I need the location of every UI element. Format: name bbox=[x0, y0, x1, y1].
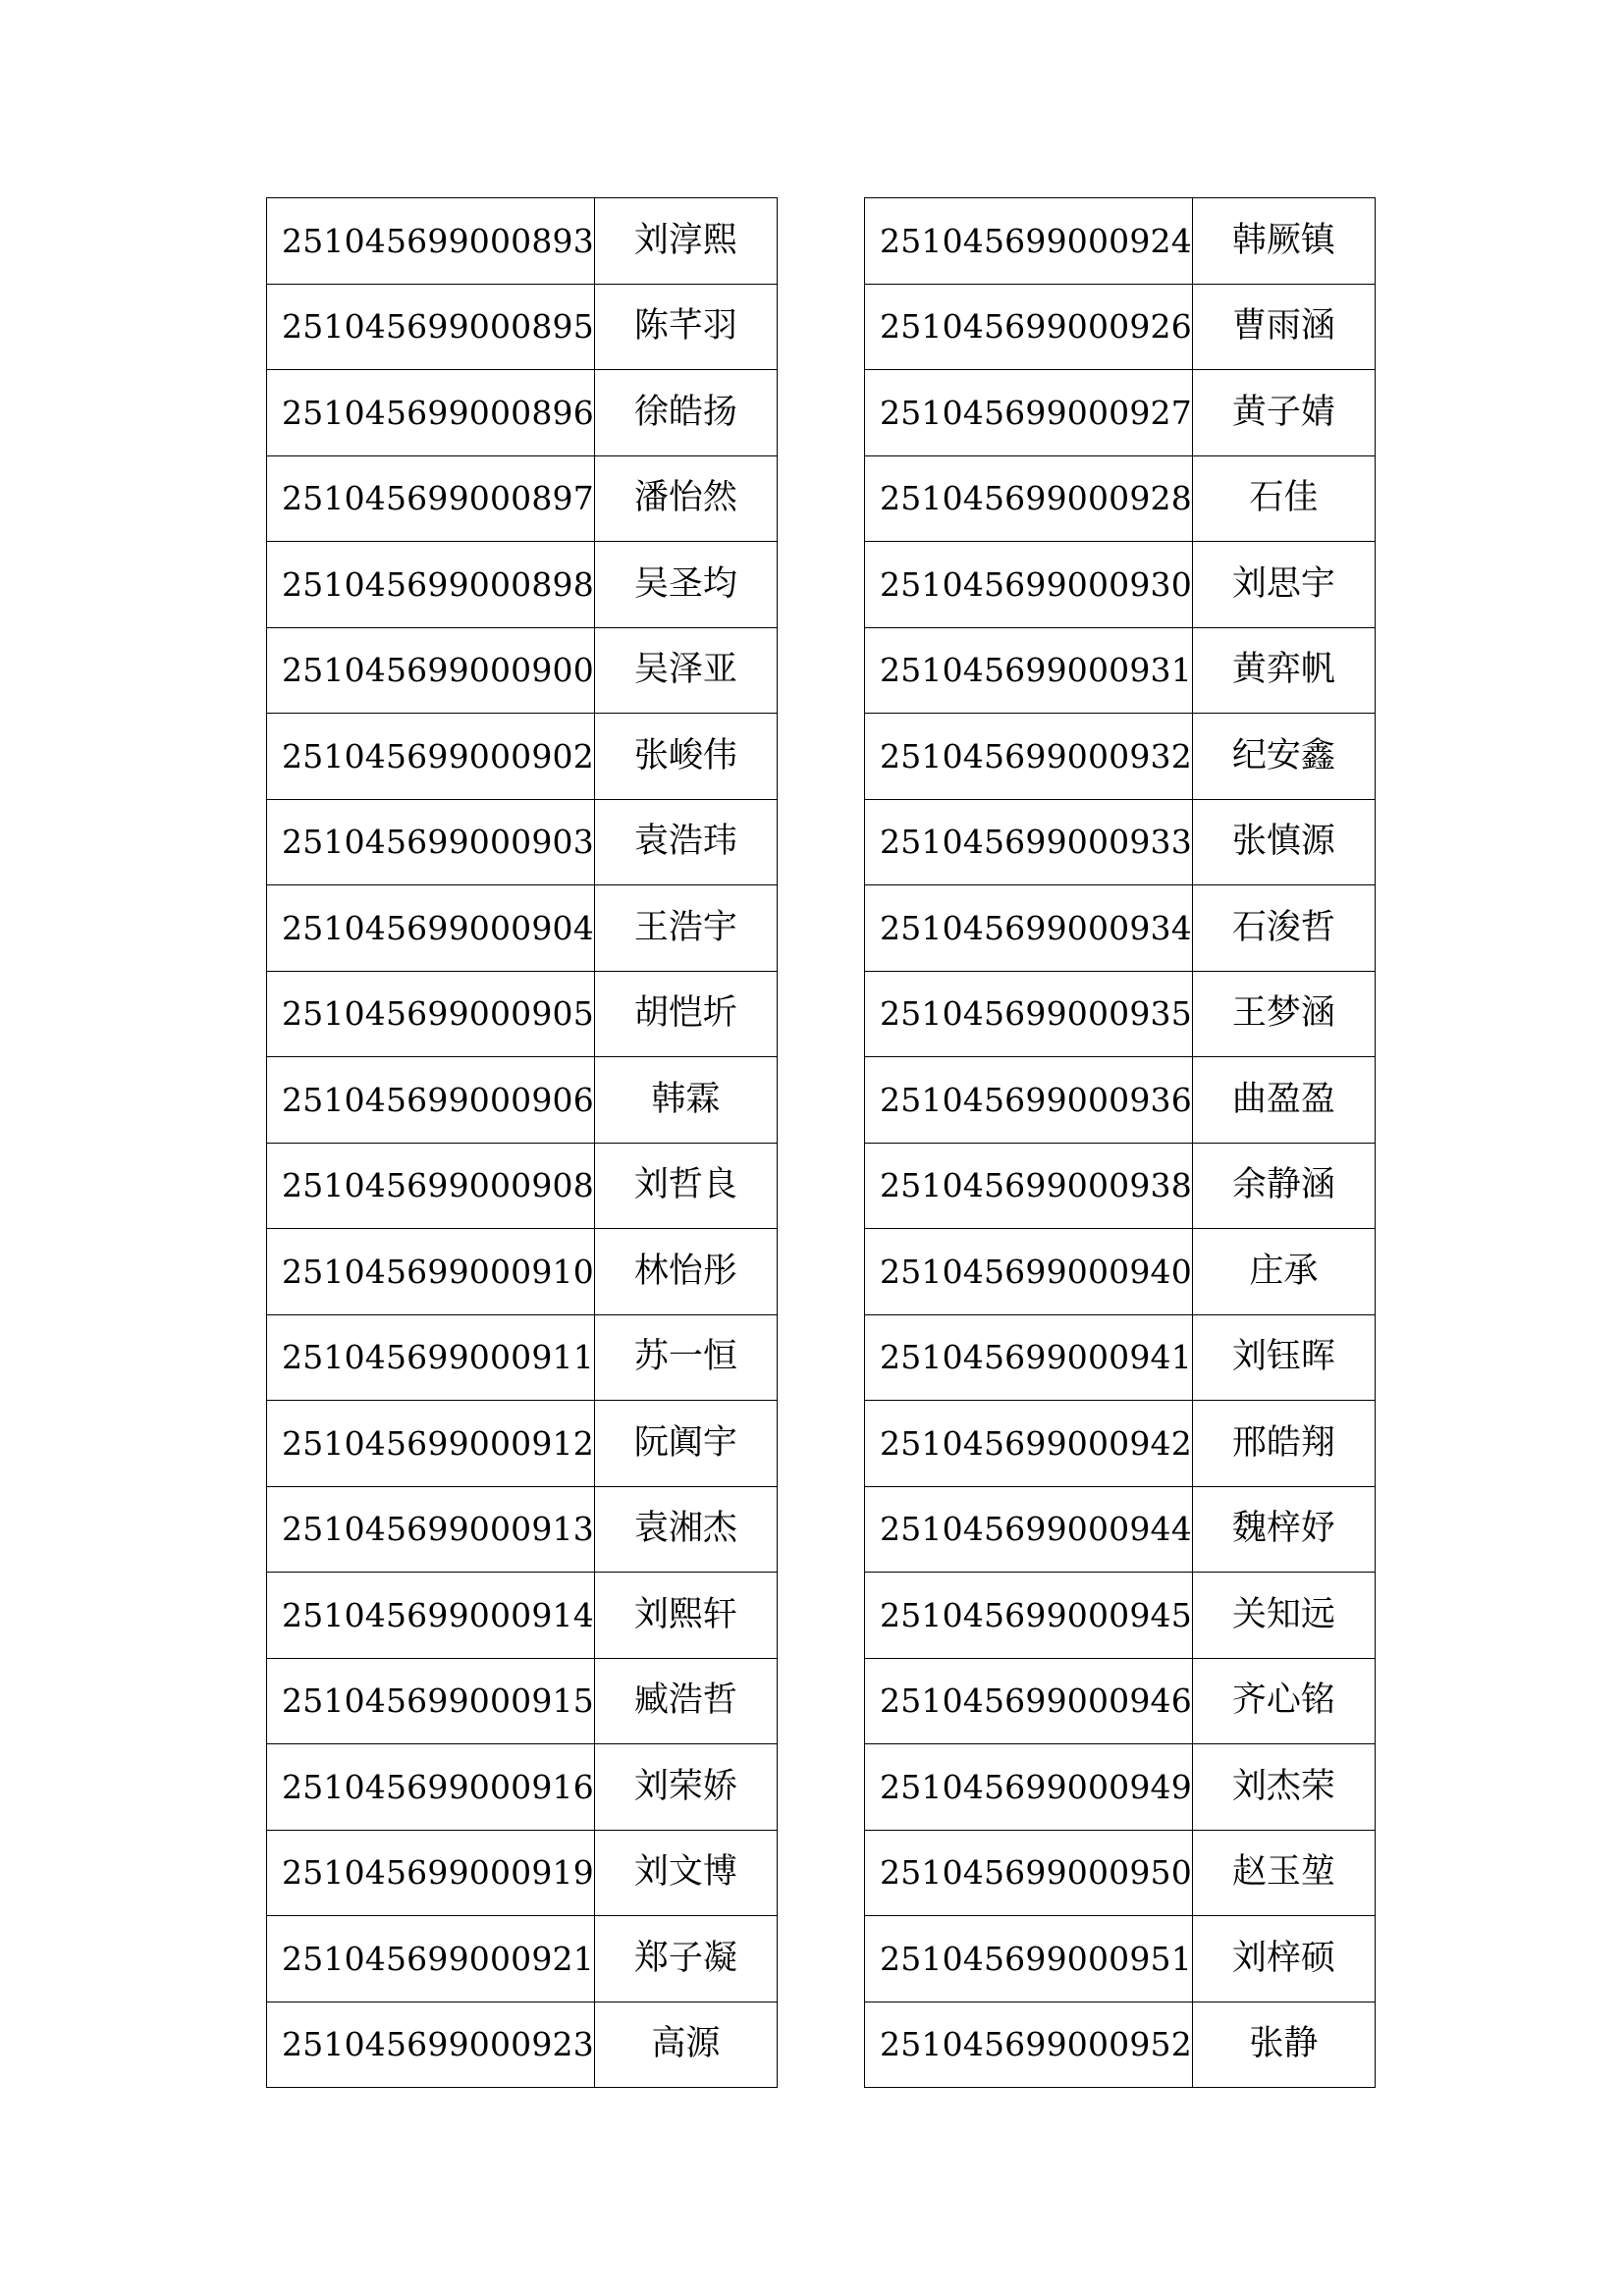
student-id-cell: 251045699000936 bbox=[865, 1057, 1193, 1144]
table-row bbox=[865, 198, 1376, 285]
student-name-cell: 徐皓扬 bbox=[594, 370, 777, 456]
student-name-cell: 黄弈帆 bbox=[1192, 627, 1375, 714]
student-id-cell: 251045699000913 bbox=[267, 1486, 595, 1573]
student-id-cell: 251045699000942 bbox=[865, 1401, 1193, 1487]
table-row bbox=[865, 971, 1376, 1057]
table-row bbox=[865, 2002, 1376, 2088]
student-name-cell: 曲盈盈 bbox=[1192, 1057, 1375, 1144]
table-row bbox=[267, 714, 778, 800]
student-id-cell: 251045699000902 bbox=[267, 714, 595, 800]
student-name-cell: 刘熙轩 bbox=[594, 1573, 777, 1659]
student-id-cell: 251045699000908 bbox=[267, 1143, 595, 1229]
student-id-cell: 251045699000905 bbox=[267, 971, 595, 1057]
student-name-cell: 余静涵 bbox=[1192, 1143, 1375, 1229]
student-name-cell: 刘荣娇 bbox=[594, 1744, 777, 1831]
student-id-cell: 251045699000932 bbox=[865, 714, 1193, 800]
table-row bbox=[865, 627, 1376, 714]
table-row bbox=[267, 971, 778, 1057]
table-row bbox=[865, 1658, 1376, 1744]
student-name-cell: 刘淳熙 bbox=[594, 198, 777, 285]
student-id-cell: 251045699000951 bbox=[865, 1916, 1193, 2002]
student-id-cell: 251045699000945 bbox=[865, 1573, 1193, 1659]
table-row bbox=[267, 627, 778, 714]
student-id-cell: 251045699000903 bbox=[267, 799, 595, 885]
student-name-cell: 石浚哲 bbox=[1192, 885, 1375, 972]
table-row bbox=[865, 455, 1376, 542]
table-row bbox=[267, 1143, 778, 1229]
student-name-cell: 刘梓硕 bbox=[1192, 1916, 1375, 2002]
student-name-cell: 齐心铭 bbox=[1192, 1658, 1375, 1744]
table-row bbox=[865, 1401, 1376, 1487]
table-row bbox=[865, 1830, 1376, 1916]
student-id-cell: 251045699000950 bbox=[865, 1830, 1193, 1916]
table-row bbox=[865, 1486, 1376, 1573]
table-row bbox=[865, 714, 1376, 800]
table-row bbox=[865, 1573, 1376, 1659]
student-name-cell: 胡恺圻 bbox=[594, 971, 777, 1057]
student-name-cell: 刘思宇 bbox=[1192, 542, 1375, 628]
student-id-cell: 251045699000946 bbox=[865, 1658, 1193, 1744]
student-id-cell: 251045699000940 bbox=[865, 1229, 1193, 1315]
table-row bbox=[267, 799, 778, 885]
table-row bbox=[267, 1658, 778, 1744]
table-row bbox=[865, 542, 1376, 628]
student-id-cell: 251045699000931 bbox=[865, 627, 1193, 714]
student-id-cell: 251045699000934 bbox=[865, 885, 1193, 972]
student-id-cell: 251045699000921 bbox=[267, 1916, 595, 2002]
student-name-cell: 袁浩玮 bbox=[594, 799, 777, 885]
table-row bbox=[267, 1573, 778, 1659]
table-row bbox=[267, 284, 778, 370]
student-name-cell: 赵玉堃 bbox=[1192, 1830, 1375, 1916]
student-id-cell: 251045699000893 bbox=[267, 198, 595, 285]
roster-table-left-body bbox=[267, 198, 778, 2088]
table-row bbox=[865, 1916, 1376, 2002]
student-name-cell: 庄承 bbox=[1192, 1229, 1375, 1315]
student-id-cell: 251045699000949 bbox=[865, 1744, 1193, 1831]
student-name-cell: 纪安鑫 bbox=[1192, 714, 1375, 800]
student-name-cell: 邢皓翔 bbox=[1192, 1401, 1375, 1487]
student-name-cell: 韩厥镇 bbox=[1192, 198, 1375, 285]
student-name-cell: 吴泽亚 bbox=[594, 627, 777, 714]
student-name-cell: 吴圣均 bbox=[594, 542, 777, 628]
student-id-cell: 251045699000896 bbox=[267, 370, 595, 456]
table-row bbox=[267, 370, 778, 456]
table-row bbox=[267, 542, 778, 628]
student-id-cell: 251045699000915 bbox=[267, 1658, 595, 1744]
student-name-cell: 刘钰晖 bbox=[1192, 1314, 1375, 1401]
roster-table-right bbox=[864, 197, 1376, 2088]
table-row bbox=[267, 1830, 778, 1916]
student-id-cell: 251045699000898 bbox=[267, 542, 595, 628]
student-name-cell: 林怡彤 bbox=[594, 1229, 777, 1315]
table-row bbox=[267, 1057, 778, 1144]
roster-table-right-body bbox=[865, 198, 1376, 2088]
student-name-cell: 黄子婧 bbox=[1192, 370, 1375, 456]
student-name-cell: 袁湘杰 bbox=[594, 1486, 777, 1573]
student-id-cell: 251045699000919 bbox=[267, 1830, 595, 1916]
student-name-cell: 郑子凝 bbox=[594, 1916, 777, 2002]
student-name-cell: 张峻伟 bbox=[594, 714, 777, 800]
table-row bbox=[865, 1744, 1376, 1831]
student-id-cell: 251045699000916 bbox=[267, 1744, 595, 1831]
roster-table-left bbox=[266, 197, 778, 2088]
student-id-cell: 251045699000911 bbox=[267, 1314, 595, 1401]
student-name-cell: 高源 bbox=[594, 2002, 777, 2088]
table-row bbox=[865, 1229, 1376, 1315]
table-row bbox=[267, 455, 778, 542]
table-row bbox=[267, 1314, 778, 1401]
student-name-cell: 韩霖 bbox=[594, 1057, 777, 1144]
student-id-cell: 251045699000900 bbox=[267, 627, 595, 714]
student-id-cell: 251045699000938 bbox=[865, 1143, 1193, 1229]
table-row bbox=[267, 1744, 778, 1831]
student-name-cell: 关知远 bbox=[1192, 1573, 1375, 1659]
table-row bbox=[865, 1057, 1376, 1144]
student-name-cell: 王梦涵 bbox=[1192, 971, 1375, 1057]
table-row bbox=[865, 1143, 1376, 1229]
student-id-cell: 251045699000941 bbox=[865, 1314, 1193, 1401]
student-id-cell: 251045699000928 bbox=[865, 455, 1193, 542]
student-name-cell: 张静 bbox=[1192, 2002, 1375, 2088]
table-row bbox=[865, 370, 1376, 456]
student-id-cell: 251045699000935 bbox=[865, 971, 1193, 1057]
table-row bbox=[267, 2002, 778, 2088]
table-row bbox=[267, 1486, 778, 1573]
student-name-cell: 陈芊羽 bbox=[594, 284, 777, 370]
student-name-cell: 臧浩哲 bbox=[594, 1658, 777, 1744]
student-id-cell: 251045699000930 bbox=[865, 542, 1193, 628]
table-row bbox=[267, 885, 778, 972]
student-name-cell: 王浩宇 bbox=[594, 885, 777, 972]
student-id-cell: 251045699000906 bbox=[267, 1057, 595, 1144]
student-id-cell: 251045699000952 bbox=[865, 2002, 1193, 2088]
table-row bbox=[267, 1229, 778, 1315]
student-id-cell: 251045699000944 bbox=[865, 1486, 1193, 1573]
student-id-cell: 251045699000924 bbox=[865, 198, 1193, 285]
student-name-cell: 刘哲良 bbox=[594, 1143, 777, 1229]
student-name-cell: 苏一恒 bbox=[594, 1314, 777, 1401]
student-name-cell: 魏梓妤 bbox=[1192, 1486, 1375, 1573]
table-row bbox=[865, 799, 1376, 885]
student-id-cell: 251045699000912 bbox=[267, 1401, 595, 1487]
student-id-cell: 251045699000923 bbox=[267, 2002, 595, 2088]
student-id-cell: 251045699000927 bbox=[865, 370, 1193, 456]
table-row bbox=[267, 1401, 778, 1487]
student-id-cell: 251045699000897 bbox=[267, 455, 595, 542]
student-id-cell: 251045699000933 bbox=[865, 799, 1193, 885]
table-row bbox=[865, 1314, 1376, 1401]
student-id-cell: 251045699000910 bbox=[267, 1229, 595, 1315]
table-row bbox=[267, 1916, 778, 2002]
student-id-cell: 251045699000895 bbox=[267, 284, 595, 370]
table-row bbox=[267, 198, 778, 285]
student-name-cell: 阮阗宇 bbox=[594, 1401, 777, 1487]
table-row bbox=[865, 284, 1376, 370]
student-name-cell: 刘文博 bbox=[594, 1830, 777, 1916]
student-name-cell: 刘杰荣 bbox=[1192, 1744, 1375, 1831]
table-row bbox=[865, 885, 1376, 972]
student-name-cell: 石佳 bbox=[1192, 455, 1375, 542]
student-name-cell: 张慎源 bbox=[1192, 799, 1375, 885]
student-id-cell: 251045699000926 bbox=[865, 284, 1193, 370]
student-name-cell: 曹雨涵 bbox=[1192, 284, 1375, 370]
student-id-cell: 251045699000914 bbox=[267, 1573, 595, 1659]
student-id-cell: 251045699000904 bbox=[267, 885, 595, 972]
student-name-cell: 潘怡然 bbox=[594, 455, 777, 542]
